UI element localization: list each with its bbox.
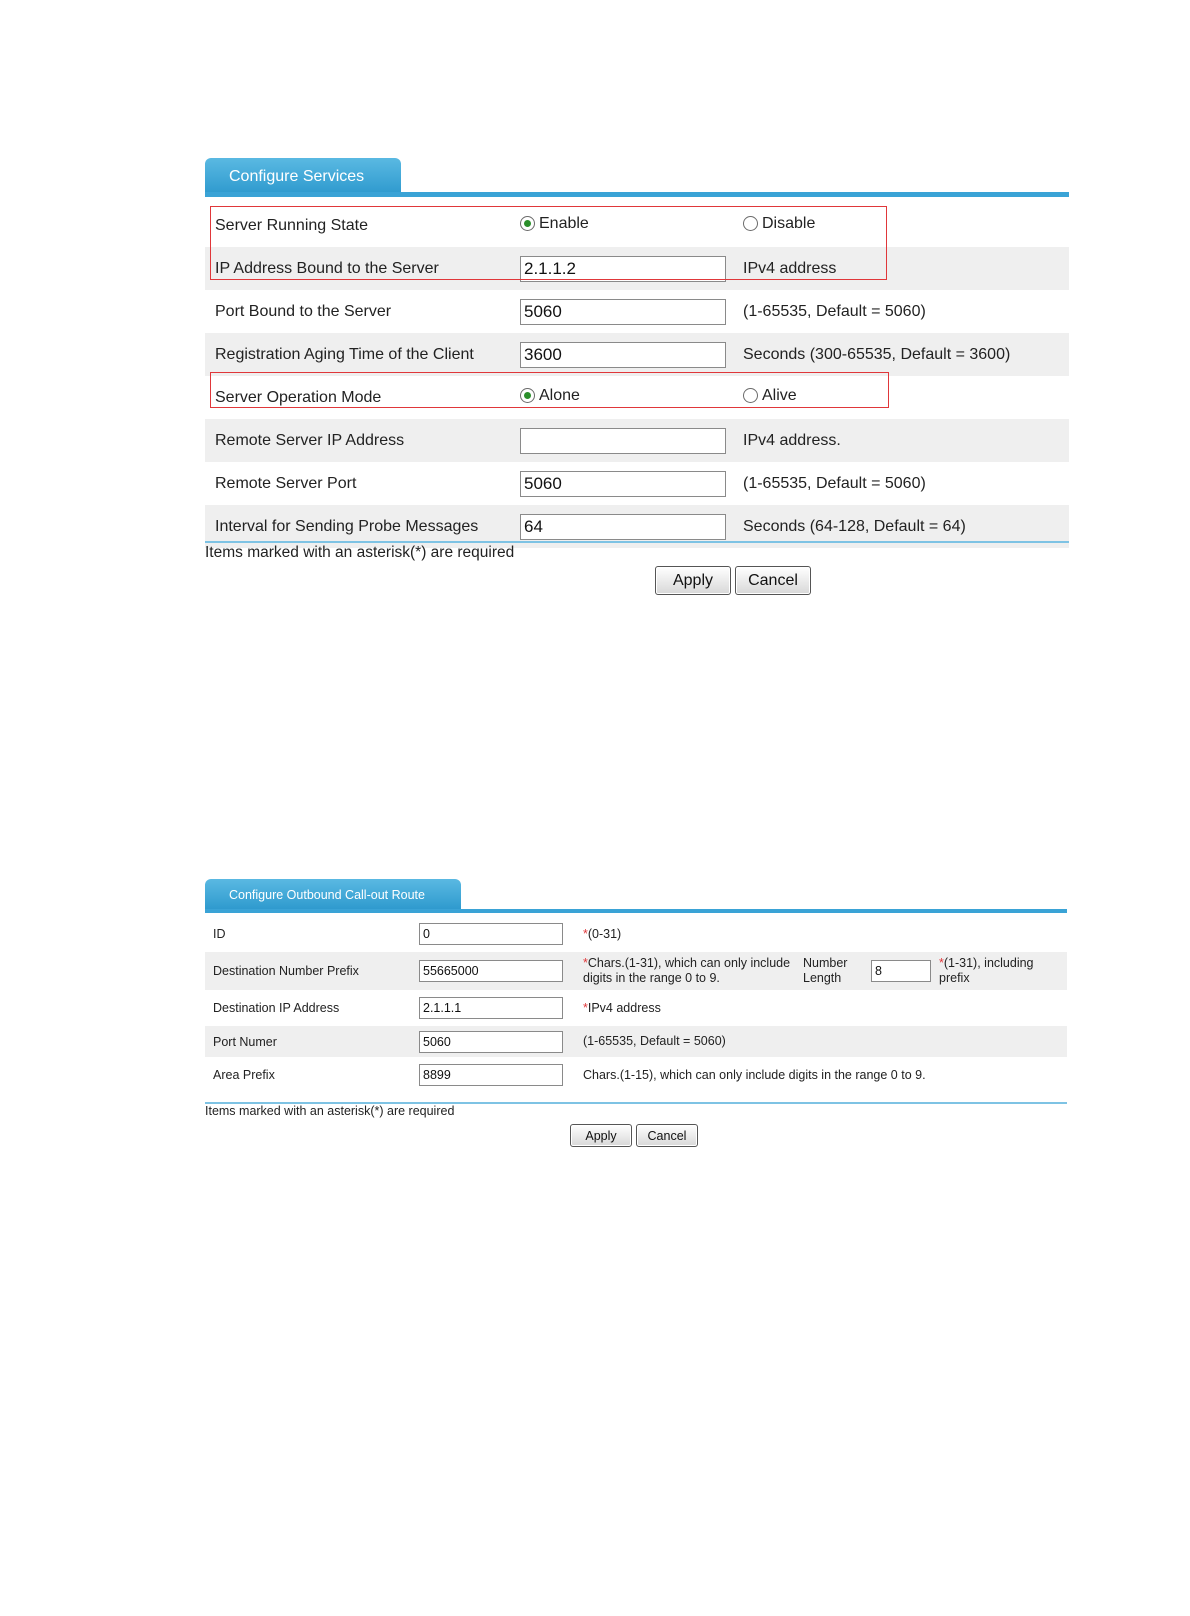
port-bound-hint: (1-65535, Default = 5060) <box>743 302 926 320</box>
row-port-number <box>205 1026 1067 1057</box>
id-input[interactable] <box>419 923 563 945</box>
destination-prefix-input[interactable] <box>419 960 563 982</box>
probe-interval-hint: Seconds (64-128, Default = 64) <box>743 517 966 535</box>
remote-ip-label: Remote Server IP Address <box>215 431 405 449</box>
port-number-label: Port Numer <box>213 1034 277 1049</box>
configure-callout-route-panel <box>205 879 1067 1169</box>
row-remote-port <box>205 462 1069 505</box>
probe-interval-input[interactable] <box>520 514 726 540</box>
number-length-hint: (1-31), including prefix <box>939 956 1034 985</box>
highlight-box <box>210 372 889 408</box>
port-bound-label: Port Bound to the Server <box>215 302 392 320</box>
required-asterisk: * <box>583 926 588 941</box>
row-destination-ip <box>205 992 1067 1024</box>
port-number-input[interactable] <box>419 1031 563 1053</box>
row-port-bound <box>205 290 1069 333</box>
row-id <box>205 918 1067 950</box>
probe-interval-label: Interval for Sending Probe Messages <box>215 517 479 535</box>
cancel-button[interactable]: Cancel <box>636 1124 698 1147</box>
aging-time-hint: Seconds (300-65535, Default = 3600) <box>743 345 1011 363</box>
number-length-label: Number Length <box>803 956 848 985</box>
destination-prefix-hint: Chars.(1-31), which can only include digits in the range 0 to 9. <box>583 956 791 985</box>
destination-ip-input[interactable] <box>419 997 563 1019</box>
tab-label: Configure Services <box>229 168 365 185</box>
row-area-prefix <box>205 1059 1067 1091</box>
row-destination-prefix <box>205 952 1067 990</box>
remote-port-hint: (1-65535, Default = 5060) <box>743 474 926 492</box>
alive-label: Alive <box>762 386 797 404</box>
aging-time-label: Registration Aging Time of the Client <box>215 345 474 363</box>
area-prefix-input[interactable] <box>419 1064 563 1086</box>
apply-button[interactable]: Apply <box>655 566 731 595</box>
tab-label: Configure Outbound Call-out Route <box>229 888 425 902</box>
required-note: Items marked with an asterisk(*) are required <box>205 1104 455 1118</box>
apply-button[interactable]: Apply <box>570 1124 632 1147</box>
tab-underline <box>205 192 1069 197</box>
required-note: Items marked with an asterisk(*) are required <box>205 544 515 561</box>
operation-mode-label: Server Operation Mode <box>215 388 382 406</box>
ip-bound-hint: IPv4 address <box>743 259 837 277</box>
remote-port-label: Remote Server Port <box>215 474 357 492</box>
id-hint: (0-31) <box>587 926 622 941</box>
port-bound-input[interactable] <box>520 299 726 325</box>
port-number-hint: (1-65535, Default = 5060) <box>583 1034 726 1048</box>
configure-services-panel <box>205 158 1069 598</box>
required-asterisk: * <box>939 956 944 970</box>
server-running-state-label: Server Running State <box>215 216 368 234</box>
remote-port-input[interactable] <box>520 471 726 497</box>
ip-bound-label: IP Address Bound to the Server <box>215 259 439 277</box>
number-length-input[interactable] <box>871 960 931 982</box>
panel-bottom-line <box>205 541 1069 543</box>
row-remote-ip <box>205 419 1069 462</box>
highlight-box <box>210 206 887 280</box>
required-asterisk: * <box>583 956 588 970</box>
area-prefix-label: Area Prefix <box>213 1068 275 1082</box>
remote-ip-hint: IPv4 address. <box>743 431 841 449</box>
id-label: ID <box>213 927 226 941</box>
destination-ip-hint: IPv4 address <box>587 1000 661 1015</box>
tab-configure-callout-route[interactable] <box>205 879 461 911</box>
disable-label: Disable <box>762 214 816 232</box>
tab-underline <box>205 909 1067 913</box>
area-prefix-hint: Chars.(1-15), which can only include digits in the range 0 to 9. <box>583 1067 926 1082</box>
alone-label: Alone <box>539 386 580 404</box>
required-asterisk: * <box>583 1000 588 1015</box>
aging-time-input[interactable] <box>520 342 726 368</box>
cancel-button[interactable]: Cancel <box>735 566 811 595</box>
destination-ip-label: Destination IP Address <box>213 1001 340 1015</box>
row-aging-time <box>205 333 1069 376</box>
enable-label: Enable <box>539 214 589 232</box>
destination-prefix-label: Destination Number Prefix <box>213 964 359 978</box>
remote-ip-input[interactable] <box>520 428 726 454</box>
tab-configure-services[interactable] <box>205 158 401 196</box>
